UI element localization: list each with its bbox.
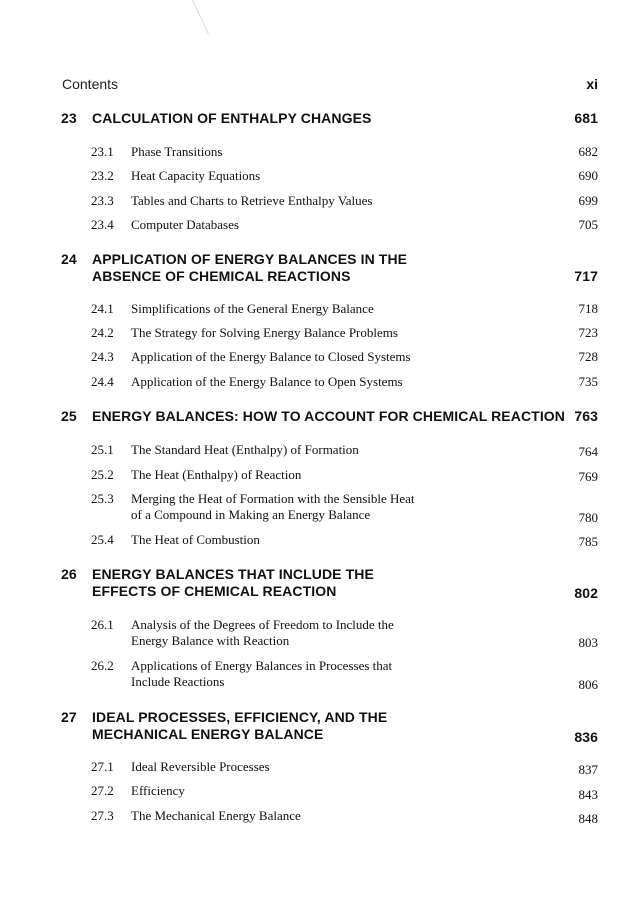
section-title: Ideal Reversible Processes bbox=[131, 759, 270, 774]
section-title: The Heat of Combustion bbox=[131, 532, 260, 547]
chapter-page: 802 bbox=[574, 585, 598, 601]
chapter-number: 23 bbox=[61, 110, 77, 126]
section-title: Application of the Energy Balance to Open Systems bbox=[131, 374, 403, 389]
section-number: 23.4 bbox=[91, 217, 114, 232]
scan-artifact bbox=[192, 0, 223, 34]
section-number: 23.1 bbox=[91, 144, 114, 159]
section-title: Merging the Heat of Formation with the Sensible Heat of a Compound in Making an Energy Balance bbox=[131, 491, 415, 522]
chapter-number: 25 bbox=[61, 408, 77, 424]
section-title: Heat Capacity Equations bbox=[131, 168, 261, 183]
section-page: 718 bbox=[578, 301, 598, 316]
section-page: 705 bbox=[578, 217, 598, 232]
section-number: 23.3 bbox=[91, 193, 114, 208]
section-page: 803 bbox=[578, 635, 598, 650]
chapter-title: ENERGY BALANCES THAT INCLUDE THE EFFECTS OF CHEMICAL REACTION bbox=[92, 566, 374, 599]
section-title: Efficiency bbox=[131, 783, 185, 798]
chapter-number: 27 bbox=[61, 709, 77, 725]
chapter-title: CALCULATION OF ENTHALPY CHANGES bbox=[92, 110, 372, 126]
section-page: 682 bbox=[578, 144, 598, 159]
section-number: 23.2 bbox=[91, 168, 114, 183]
section-page: 848 bbox=[578, 811, 598, 826]
section-title: Application of the Energy Balance to Closed Systems bbox=[131, 349, 411, 364]
section-number: 27.1 bbox=[91, 759, 114, 774]
section-number: 25.3 bbox=[91, 491, 114, 506]
section-title: The Heat (Enthalpy) of Reaction bbox=[131, 467, 302, 482]
section-title: Analysis of the Degrees of Freedom to Include the Energy Balance with Reaction bbox=[131, 617, 394, 648]
section-page: 723 bbox=[578, 325, 598, 340]
chapter-title: ENERGY BALANCES: HOW TO ACCOUNT FOR CHEMICAL REACTION bbox=[92, 408, 566, 424]
section-page: 690 bbox=[578, 168, 598, 183]
section-page: 699 bbox=[578, 193, 598, 208]
chapter-page: 717 bbox=[574, 268, 598, 284]
section-page: 837 bbox=[578, 762, 598, 777]
section-title: The Strategy for Solving Energy Balance Problems bbox=[131, 325, 398, 340]
section-page: 769 bbox=[578, 469, 598, 484]
section-number: 27.3 bbox=[91, 808, 114, 823]
section-number: 26.2 bbox=[91, 658, 114, 673]
section-page: 764 bbox=[578, 444, 598, 459]
section-title: The Mechanical Energy Balance bbox=[131, 808, 301, 823]
section-number: 25.2 bbox=[91, 467, 114, 482]
section-title: Tables and Charts to Retrieve Enthalpy Values bbox=[131, 193, 373, 208]
section-page: 735 bbox=[578, 374, 598, 389]
section-page: 785 bbox=[578, 534, 598, 549]
section-number: 25.1 bbox=[91, 442, 114, 457]
chapter-title: APPLICATION OF ENERGY BALANCES IN THE ABSENCE OF CHEMICAL REACTIONS bbox=[92, 251, 408, 284]
section-title: Phase Transitions bbox=[131, 144, 223, 159]
section-number: 24.4 bbox=[91, 374, 114, 389]
section-number: 24.2 bbox=[91, 325, 114, 340]
chapter-page: 763 bbox=[574, 408, 598, 424]
running-header: Contents bbox=[62, 76, 119, 92]
section-page: 843 bbox=[578, 787, 598, 802]
section-title: The Standard Heat (Enthalpy) of Formation bbox=[131, 442, 359, 457]
section-title: Computer Databases bbox=[131, 217, 239, 232]
section-page: 728 bbox=[578, 349, 598, 364]
section-number: 25.4 bbox=[91, 532, 114, 547]
chapter-page: 681 bbox=[574, 110, 598, 126]
section-title: Applications of Energy Balances in Processes that Include Reactions bbox=[131, 658, 393, 689]
section-number: 26.1 bbox=[91, 617, 114, 632]
section-page: 806 bbox=[578, 677, 598, 692]
section-number: 24.1 bbox=[91, 301, 114, 316]
chapter-number: 26 bbox=[61, 566, 77, 582]
section-page: 780 bbox=[578, 510, 598, 525]
chapter-page: 836 bbox=[574, 729, 598, 745]
page-number: xi bbox=[586, 76, 598, 92]
chapter-number: 24 bbox=[61, 251, 77, 267]
chapter-title: IDEAL PROCESSES, EFFICIENCY, AND THE MECHANICAL ENERGY BALANCE bbox=[92, 709, 388, 742]
section-title: Simplifications of the General Energy Balance bbox=[131, 301, 374, 316]
section-number: 24.3 bbox=[91, 349, 114, 364]
section-number: 27.2 bbox=[91, 783, 114, 798]
